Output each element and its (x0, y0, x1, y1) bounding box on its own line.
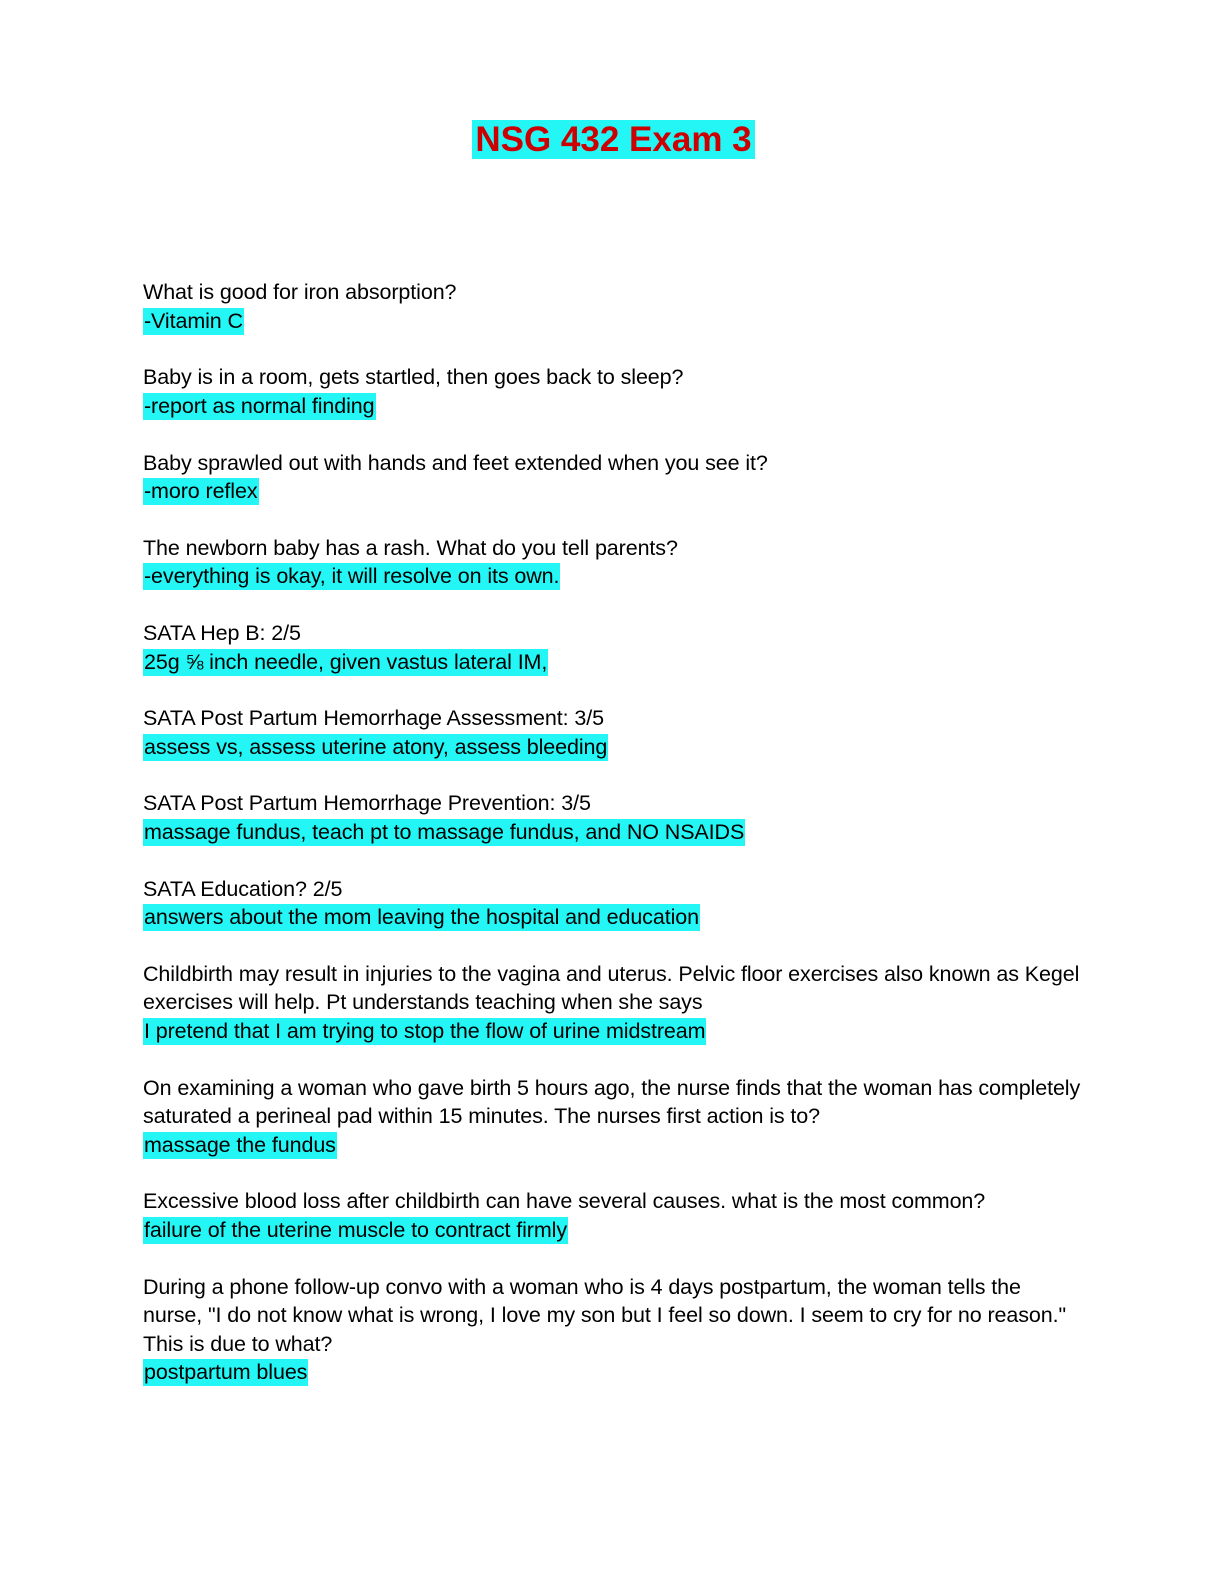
answer-highlight: massage fundus, teach pt to massage fundus, and NO NSAIDS (144, 819, 745, 844)
answer-highlight: answers about the mom leaving the hospital and education (144, 905, 699, 930)
page-title (143, 120, 1084, 160)
qa-item (143, 449, 1084, 506)
answer-highlight: assess vs, assess uterine atony, assess bleeding (144, 734, 608, 759)
question-text: During a phone follow-up convo with a woman who is 4 days postpartum, the woman tells the nurse, "I do not know what is wrong, I love my son but I feel so down. I seem to cry for no reason." This is due to what? (143, 1274, 1067, 1356)
question-text: SATA Education? 2/5 (143, 876, 343, 901)
qa-item (143, 875, 1084, 932)
question-text: SATA Hep B: 2/5 (143, 621, 301, 645)
answer-highlight: massage the fundus (144, 1132, 336, 1157)
question-text: SATA Post Partum Hemorrhage Prevention: 3/5 (143, 791, 591, 816)
answer-text (143, 733, 1084, 762)
question-text: Excessive blood loss after childbirth can have several causes. what is the most common? (143, 1189, 986, 1214)
answer-text (143, 648, 1084, 677)
answer-highlight: postpartum blues (144, 1360, 308, 1385)
answer-highlight: failure of the uterine muscle to contract firmly (144, 1217, 567, 1242)
answer-text (143, 1017, 1084, 1046)
qa-list (143, 278, 1084, 1387)
qa-item (143, 619, 1084, 676)
answer-highlight: -report as normal finding (144, 394, 375, 419)
answer-highlight: I pretend that I am trying to stop the flow of urine midstream (144, 1018, 706, 1043)
qa-item (143, 1187, 1084, 1244)
answer-text (143, 1358, 1084, 1387)
answer-highlight: -Vitamin C (144, 308, 243, 333)
qa-item (143, 534, 1084, 591)
answer-text (143, 562, 1084, 591)
answer-text (143, 818, 1084, 847)
answer-text (143, 1131, 1084, 1160)
qa-item (143, 278, 1084, 335)
answer-highlight: -moro reflex (144, 479, 258, 504)
answer-text (143, 307, 1084, 336)
answer-highlight: 25g ⅝ inch needle, given vastus lateral IM, (144, 649, 548, 674)
answer-text (143, 477, 1084, 506)
answer-text (143, 1216, 1084, 1245)
question-text: Baby sprawled out with hands and feet extended when you see it? (143, 450, 768, 475)
question-text: Baby is in a room, gets startled, then goes back to sleep? (143, 365, 684, 390)
question-text: What is good for iron absorption? (143, 280, 457, 305)
qa-item (143, 704, 1084, 761)
answer-highlight: -everything is okay, it will resolve on its own. (144, 564, 560, 589)
title-block (143, 120, 1084, 160)
qa-item (143, 363, 1084, 420)
page-title-text: NSG 432 Exam 3 (472, 120, 754, 159)
qa-item (143, 1273, 1084, 1387)
question-text: On examining a woman who gave birth 5 hours ago, the nurse finds that the woman has completely saturated a perineal pad within 15 minutes. The nurses first action is to? (143, 1075, 1081, 1129)
answer-text (143, 392, 1084, 421)
question-text: Childbirth may result in injuries to the vagina and uterus. Pelvic floor exercises also known as Kegel exercises will help. Pt understands teaching when she says (143, 961, 1080, 1015)
qa-item (143, 960, 1084, 1046)
qa-item (143, 1074, 1084, 1160)
qa-item (143, 789, 1084, 846)
answer-text (143, 903, 1084, 932)
question-text: SATA Post Partum Hemorrhage Assessment: 3/5 (143, 706, 604, 731)
question-text: The newborn baby has a rash. What do you tell parents? (143, 535, 678, 560)
